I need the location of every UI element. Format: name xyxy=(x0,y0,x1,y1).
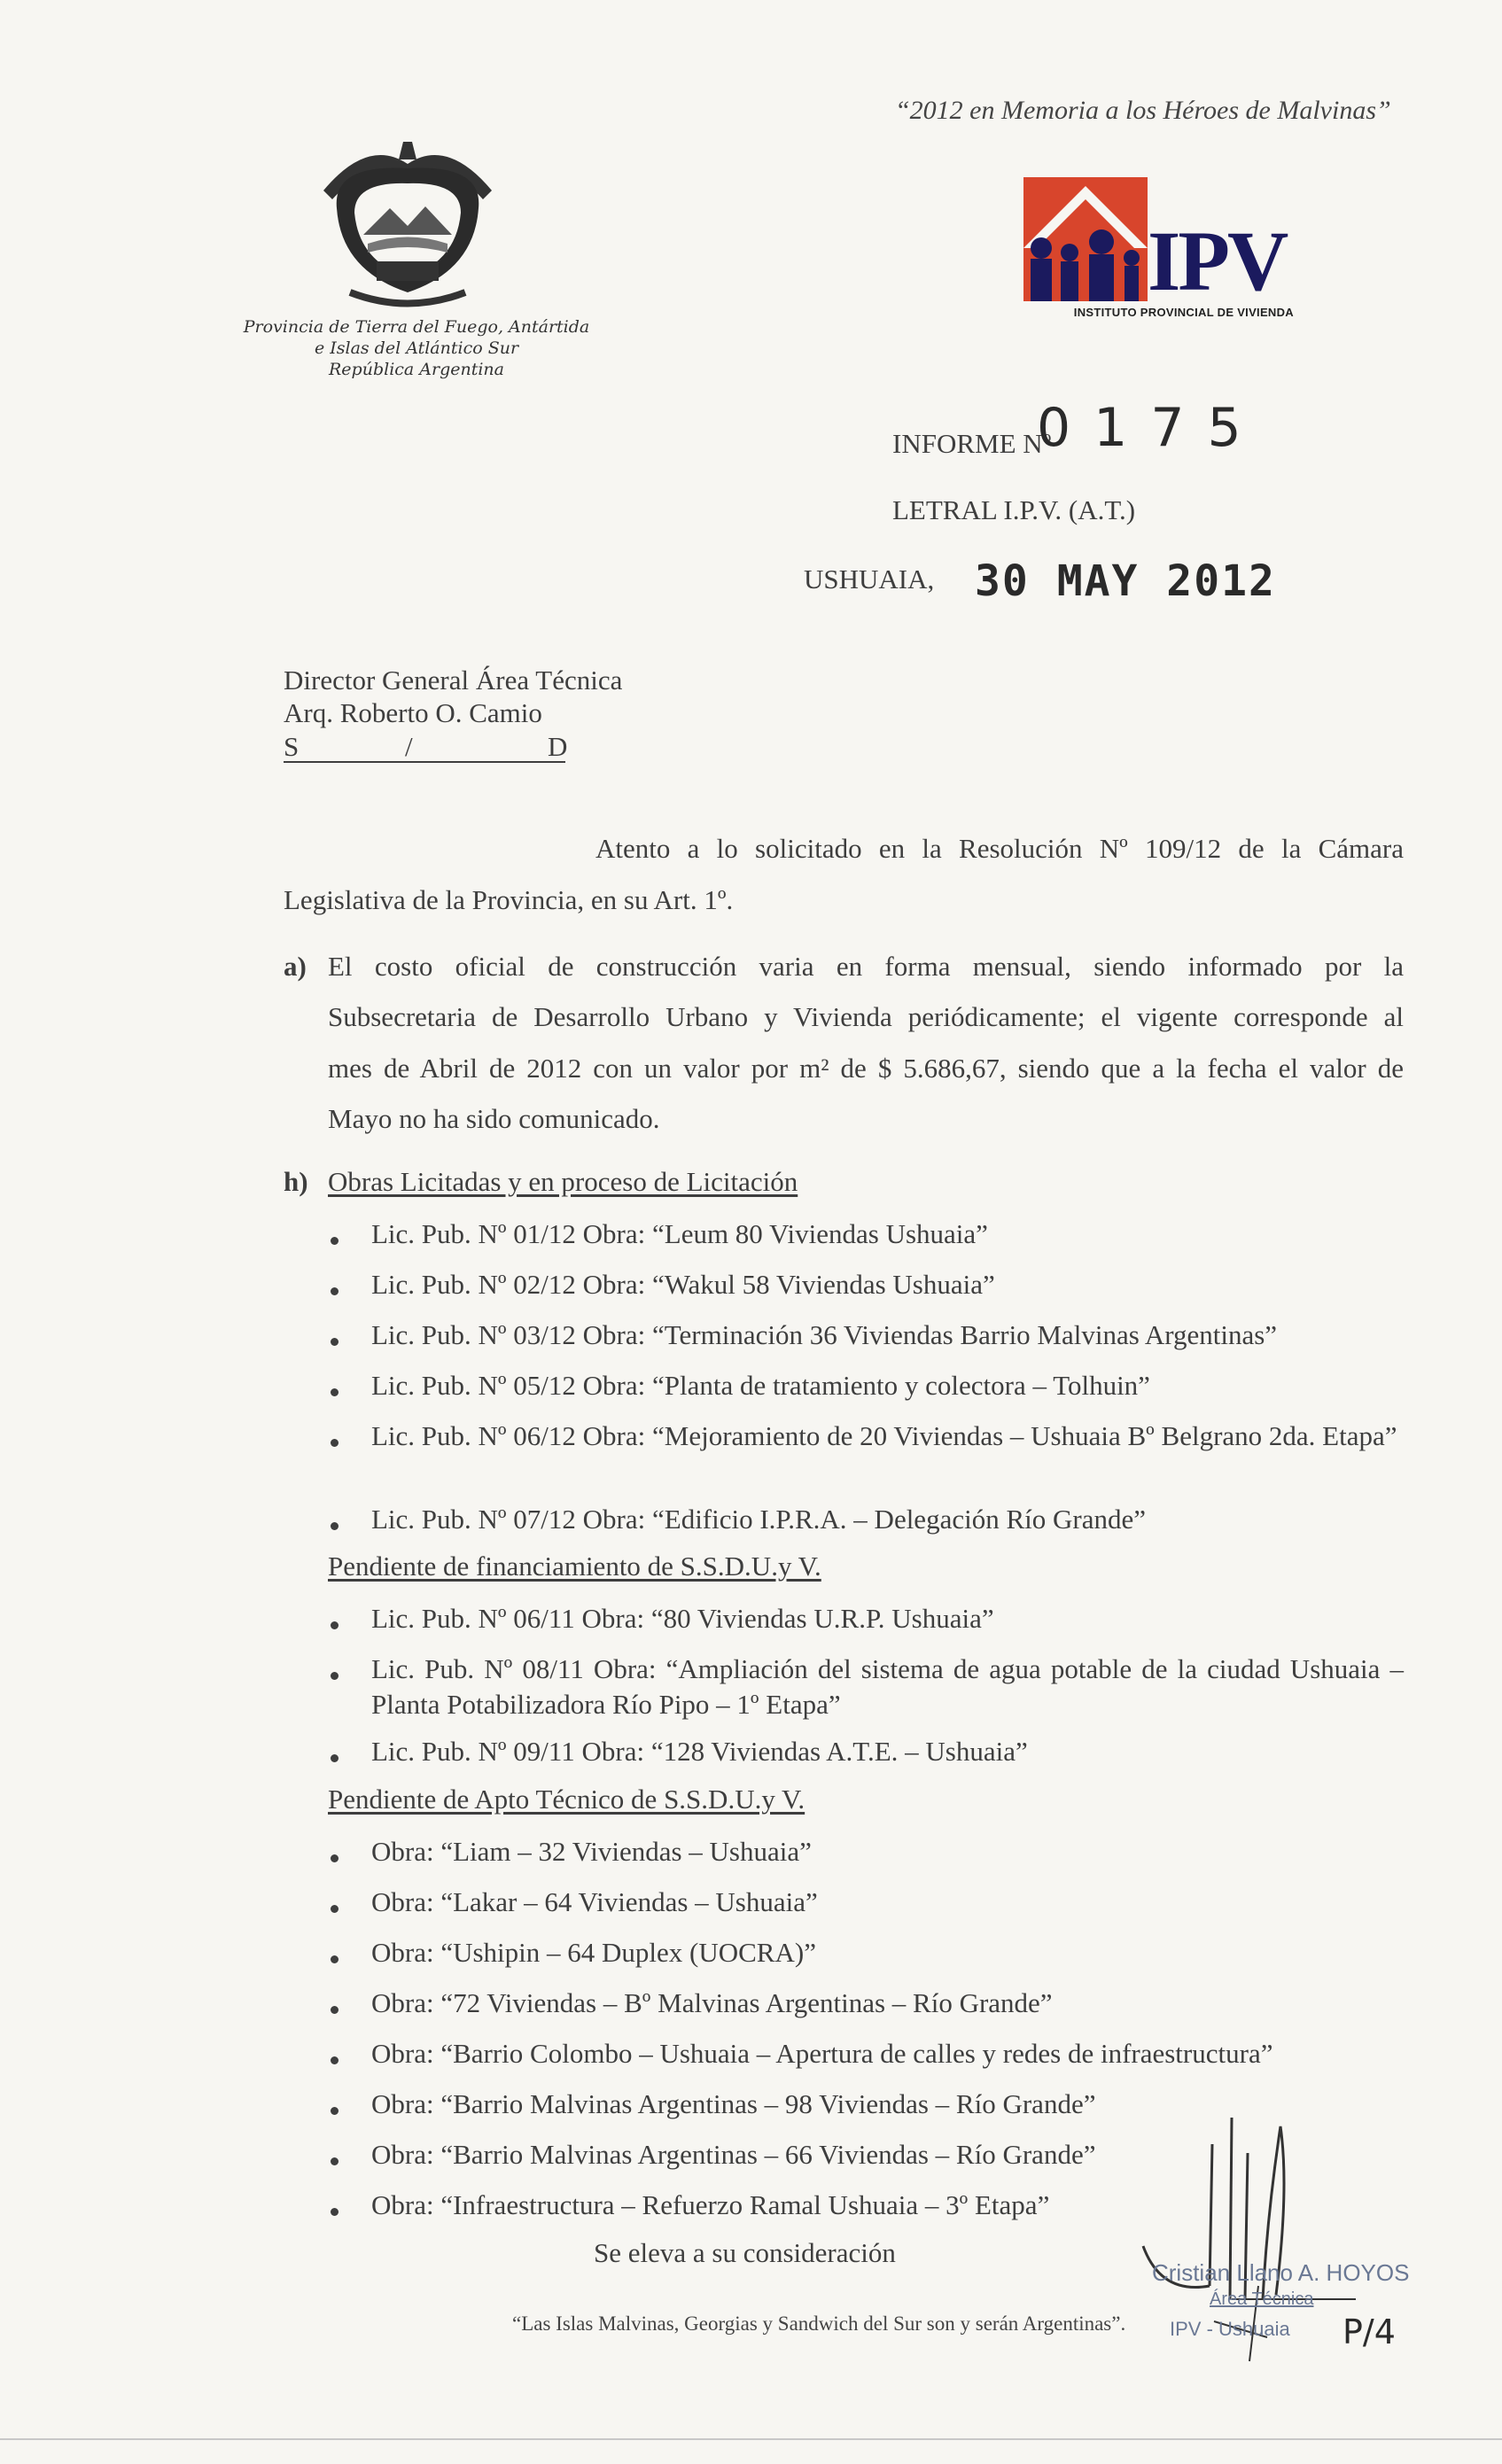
list-item: Obra: “Ushipin – 64 Duplex (UOCRA)” xyxy=(371,1937,816,1968)
closing-line: Se eleva a su consideración xyxy=(594,2237,896,2268)
city-label: USHUAIA, xyxy=(804,564,935,595)
bullet-icon xyxy=(331,1621,339,1629)
intro-line-1: Atento a lo solicitado en la Resolución Nº 109/12 de la Cámara xyxy=(595,833,1404,864)
informe-number-stamp: 0175 xyxy=(1037,397,1265,459)
list-item: Lic. Pub. Nº 01/12 Obra: “Leum 80 Viviendas Ushuaia” xyxy=(371,1218,988,1249)
list-item: Obra: “Barrio Malvinas Argentinas – 98 Viviendas – Río Grande” xyxy=(371,2088,1096,2119)
ipv-logo-subtitle: INSTITUTO PROVINCIAL DE VIVIENDA xyxy=(1073,306,1294,319)
header-motto: “2012 en Memoria a los Héroes de Malvinas” xyxy=(895,96,1391,125)
stamp-name: Cristian Llano A. HOYOS xyxy=(1152,2259,1410,2286)
list-item: Lic. Pub. Nº 06/11 Obra: “80 Viviendas U.R.P. Ushuaia” xyxy=(371,1603,994,1634)
ipv-logo-graphic xyxy=(1015,164,1170,306)
bullet-icon xyxy=(331,2157,339,2165)
province-name xyxy=(226,316,607,380)
bullet-icon xyxy=(331,2208,339,2216)
stamp-role: Área Técnica xyxy=(1210,2289,1314,2309)
provincial-crest-logo xyxy=(315,137,501,310)
province-line: Provincia de Tierra del Fuego, Antártida xyxy=(243,317,590,337)
list-item: Obra: “72 Viviendas – Bº Malvinas Argentinas – Río Grande” xyxy=(371,1987,1053,2018)
section-a-line: Subsecretaria de Desarrollo Urbano y Vivienda periódicamente; el vigente corresponde al xyxy=(328,1001,1404,1032)
bullet-icon xyxy=(331,2107,339,2115)
list-item: Lic. Pub. Nº 02/12 Obra: “Wakul 58 Viviendas Ushuaia” xyxy=(371,1269,995,1300)
list-item: Lic. Pub. Nº 03/12 Obra: “Terminación 36 Viviendas Barrio Malvinas Argentinas” xyxy=(371,1319,1278,1350)
bullet-icon xyxy=(331,2056,339,2064)
recipient-title: Director General Área Técnica xyxy=(284,665,623,696)
bullet-icon xyxy=(331,1287,339,1295)
recipient-name: Arq. Roberto O. Camio xyxy=(284,697,542,728)
list-item: Obra: “Barrio Malvinas Argentinas – 66 Viviendas – Río Grande” xyxy=(371,2139,1096,2170)
apto-title: Pendiente de Apto Técnico de S.S.D.U.y V. xyxy=(328,1784,805,1815)
informe-label: INFORME Nº xyxy=(892,428,1052,459)
list-item: Lic. Pub. Nº 06/12 Obra: “Mejoramiento de 20 Viviendas – Ushuaia Bº Belgrano 2da. Etapa” xyxy=(371,1420,1397,1451)
province-line: República Argentina xyxy=(329,360,504,379)
salutation-s: S xyxy=(284,731,300,762)
bullet-icon xyxy=(331,1338,339,1346)
financiamiento-title: Pendiente de financiamiento de S.S.D.U.y V. xyxy=(328,1551,821,1582)
section-a-line: mes de Abril de 2012 con un valor por m² de $ 5.686,67, siendo que a la fecha el valor de xyxy=(328,1053,1404,1084)
list-item: Obra: “Infraestructura – Refuerzo Ramal Ushuaia – 3º Etapa” xyxy=(371,2189,1050,2220)
signature-block xyxy=(1125,2109,1418,2366)
salutation-d: D xyxy=(548,731,568,762)
bullet-icon xyxy=(331,1672,339,1680)
bullet-icon xyxy=(331,1237,339,1245)
salutation-slash: / xyxy=(405,731,413,762)
bullet-icon xyxy=(331,1905,339,1913)
list-item: Lic. Pub. Nº 08/11 Obra: “Ampliación del sistema de agua potable de la ciudad Ushuaia – Planta Potabilizadora Río Pipo – 1º Etapa” xyxy=(371,1653,1404,1720)
section-a-label: a) xyxy=(284,951,307,982)
list-item: Lic. Pub. Nº 09/11 Obra: “128 Viviendas A.T.E. – Ushuaia” xyxy=(371,1736,1028,1767)
bullet-icon xyxy=(331,2006,339,2014)
section-h-label: h) xyxy=(284,1166,308,1197)
stamp-org: IPV - Ushuaia xyxy=(1170,2318,1290,2340)
letral-line: LETRAL I.P.V. (A.T.) xyxy=(892,494,1136,525)
list-item: Obra: “Lakar – 64 Viviendas – Ushuaia” xyxy=(371,1886,818,1917)
page-bottom-edge xyxy=(0,2438,1502,2440)
section-a-line: El costo oficial de construcción varia en forma mensual, siendo informado por la xyxy=(328,951,1404,982)
bullet-icon xyxy=(331,1522,339,1530)
bullet-icon xyxy=(331,1854,339,1862)
date-stamp: 30 MAY 2012 xyxy=(975,556,1276,606)
bullet-icon xyxy=(331,1439,339,1447)
list-item: Lic. Pub. Nº 05/12 Obra: “Planta de tratamiento y colectora – Tolhuin” xyxy=(371,1370,1150,1401)
list-item: Obra: “Liam – 32 Viviendas – Ushuaia” xyxy=(371,1836,812,1867)
section-h-title: Obras Licitadas y en proceso de Licitación xyxy=(328,1166,798,1197)
intro-line-2: Legislativa de la Provincia, en su Art. 1º. xyxy=(284,884,734,915)
bullet-icon xyxy=(331,1388,339,1396)
province-line: e Islas del Atlántico Sur xyxy=(314,338,519,358)
page-mark: P/4 xyxy=(1342,2312,1396,2351)
bullet-icon xyxy=(331,1955,339,1963)
footer-motto: “Las Islas Malvinas, Georgias y Sandwich del Sur son y serán Argentinas”. xyxy=(512,2312,1126,2335)
salutation-sd xyxy=(284,731,568,763)
ipv-logo-text: IPV xyxy=(1148,214,1287,308)
list-item: Obra: “Barrio Colombo – Ushuaia – Apertura de calles y redes de infraestructura” xyxy=(371,2038,1273,2069)
ipv-logo xyxy=(1015,164,1294,319)
bullet-icon xyxy=(331,1754,339,1762)
section-a-line: Mayo no ha sido comunicado. xyxy=(328,1103,660,1134)
list-item: Lic. Pub. Nº 07/12 Obra: “Edificio I.P.R.A. – Delegación Río Grande” xyxy=(371,1504,1146,1535)
